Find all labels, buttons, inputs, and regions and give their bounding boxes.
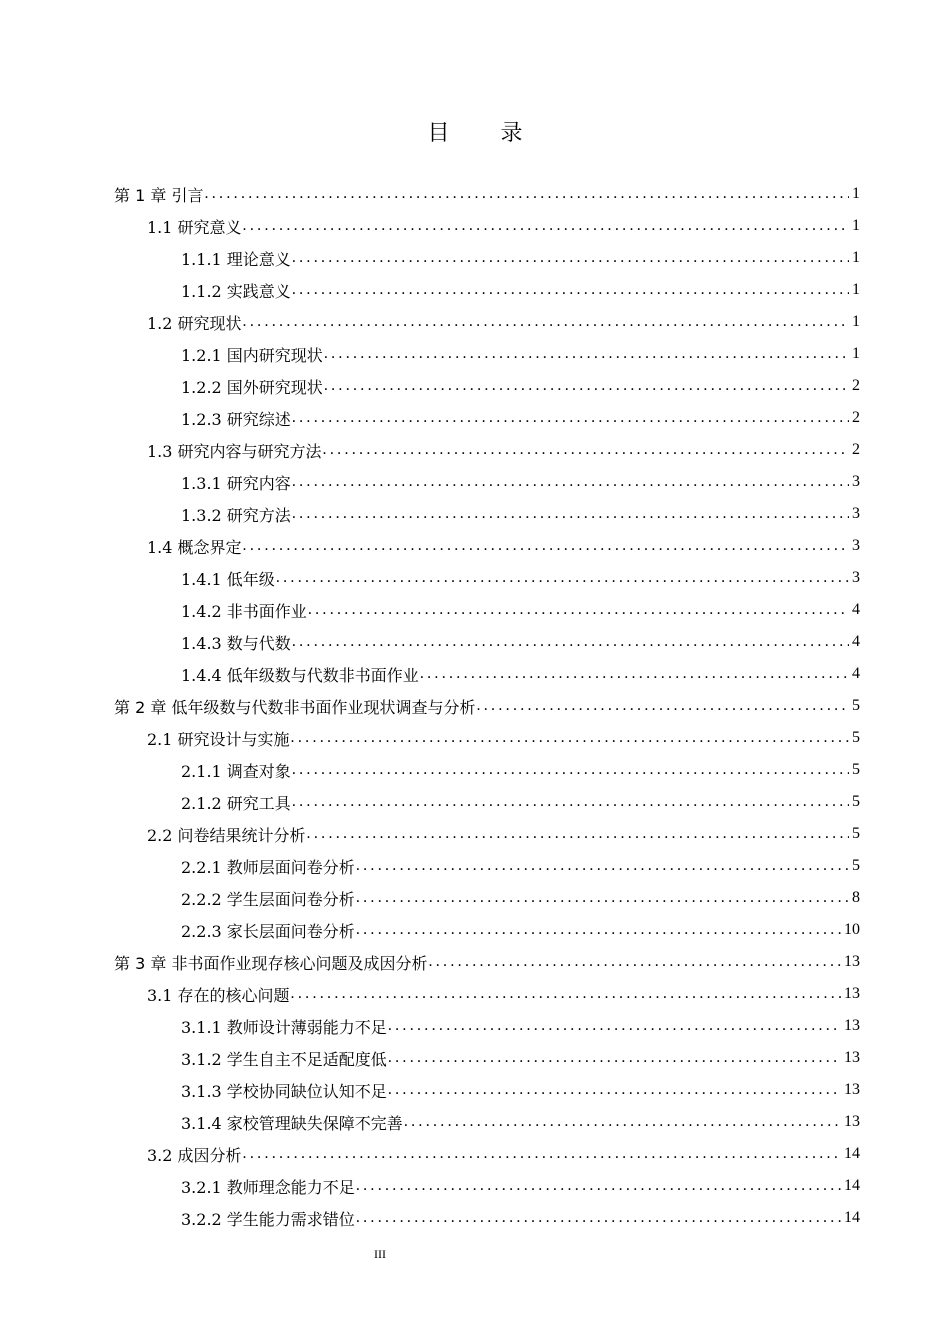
toc-dot-leader xyxy=(243,313,849,331)
toc-entry-page: 2 xyxy=(852,377,860,394)
toc-entry-label: 1.4.1 低年级 xyxy=(181,569,275,589)
toc-entry-label: 3.2 成因分析 xyxy=(147,1145,242,1165)
toc-entry-page: 13 xyxy=(844,953,860,970)
toc-entry[interactable] xyxy=(0,1010,950,1042)
toc-entry[interactable] xyxy=(0,722,950,754)
toc-dot-leader xyxy=(204,185,849,203)
toc-entry-page: 3 xyxy=(852,473,860,490)
page-number: III xyxy=(374,1247,386,1261)
toc-entry[interactable] xyxy=(0,946,950,978)
toc-entry-label: 1.4.4 低年级数与代数非书面作业 xyxy=(181,665,419,685)
toc-entry-label: 1.1.2 实践意义 xyxy=(181,281,291,301)
toc-entry[interactable] xyxy=(0,1074,950,1106)
toc-entry[interactable] xyxy=(0,1170,950,1202)
toc-entry-page: 2 xyxy=(852,441,860,458)
toc-entry-page: 1 xyxy=(852,217,860,234)
toc-entry[interactable] xyxy=(0,338,950,370)
toc-entry[interactable] xyxy=(0,914,950,946)
toc-entry-label: 1.4.2 非书面作业 xyxy=(181,601,307,621)
toc-entry-label: 1.3.2 研究方法 xyxy=(181,505,291,525)
toc-entry-page: 5 xyxy=(852,761,860,778)
toc-dot-leader xyxy=(356,1209,841,1227)
toc-entry[interactable] xyxy=(0,882,950,914)
toc-entry-page: 8 xyxy=(852,889,860,906)
toc-dot-leader xyxy=(292,793,849,811)
toc-entry[interactable] xyxy=(0,402,950,434)
toc-entry-page: 3 xyxy=(852,569,860,586)
toc-dot-leader xyxy=(356,921,841,939)
toc-entry[interactable] xyxy=(0,786,950,818)
toc-entry[interactable] xyxy=(0,594,950,626)
toc-entry-label: 第 2 章 低年级数与代数非书面作业现状调查与分析 xyxy=(114,697,476,717)
toc-entry[interactable] xyxy=(0,210,950,242)
toc-entry-label: 2.1.2 研究工具 xyxy=(181,793,291,813)
toc-dot-leader xyxy=(388,1017,841,1035)
toc-entry[interactable] xyxy=(0,370,950,402)
toc-entry-label: 2.2.2 学生层面问卷分析 xyxy=(181,889,355,909)
toc-entry-page: 1 xyxy=(852,281,860,298)
toc-entry-page: 1 xyxy=(852,345,860,362)
toc-entry-label: 2.2 问卷结果统计分析 xyxy=(147,825,306,845)
toc-entry-label: 3.1.1 教师设计薄弱能力不足 xyxy=(181,1017,387,1037)
toc-entry[interactable] xyxy=(0,1106,950,1138)
toc-entry-label: 1.2.2 国外研究现状 xyxy=(181,377,323,397)
toc-entry-label: 3.1 存在的核心问题 xyxy=(147,985,290,1005)
toc-dot-leader xyxy=(292,281,849,299)
toc-entry-page: 14 xyxy=(844,1145,860,1162)
toc-entry-page: 5 xyxy=(852,857,860,874)
toc-entry-page: 13 xyxy=(844,1081,860,1098)
toc-entry[interactable] xyxy=(0,626,950,658)
toc-entry-page: 4 xyxy=(852,633,860,650)
toc-dot-leader xyxy=(243,217,849,235)
toc-dot-leader xyxy=(356,889,849,907)
toc-entry-label: 3.2.2 学生能力需求错位 xyxy=(181,1209,355,1229)
toc-entry-page: 13 xyxy=(844,985,860,1002)
toc-dot-leader xyxy=(476,697,849,715)
toc-dot-leader xyxy=(292,505,849,523)
toc-dot-leader xyxy=(356,1177,841,1195)
toc-dot-leader xyxy=(292,409,849,427)
toc-entry-label: 1.1 研究意义 xyxy=(147,217,242,237)
toc-dot-leader xyxy=(307,825,849,843)
toc-entry-label: 2.2.3 家长层面问卷分析 xyxy=(181,921,355,941)
toc-entry-page: 5 xyxy=(852,825,860,842)
toc-entry-label: 1.2 研究现状 xyxy=(147,313,242,333)
toc-entry-page: 10 xyxy=(844,921,860,938)
toc-dot-leader xyxy=(292,249,849,267)
toc-entry-page: 13 xyxy=(844,1017,860,1034)
toc-entry[interactable] xyxy=(0,658,950,690)
toc-entry[interactable] xyxy=(0,306,950,338)
toc-entry-page: 5 xyxy=(852,729,860,746)
toc-entry-label: 1.4.3 数与代数 xyxy=(181,633,291,653)
toc-dot-leader xyxy=(324,345,849,363)
toc-entry-label: 1.2.3 研究综述 xyxy=(181,409,291,429)
toc-entry[interactable] xyxy=(0,754,950,786)
toc-entry[interactable] xyxy=(0,242,950,274)
toc-entry-page: 13 xyxy=(844,1113,860,1130)
toc-entry[interactable] xyxy=(0,1138,950,1170)
toc-dot-leader xyxy=(324,377,849,395)
toc-entry[interactable] xyxy=(0,530,950,562)
toc-dot-leader xyxy=(276,569,849,587)
toc-entry-page: 5 xyxy=(852,793,860,810)
toc-entry[interactable] xyxy=(0,1042,950,1074)
toc-entry-page: 1 xyxy=(852,313,860,330)
toc-dot-leader xyxy=(291,729,849,747)
page-title: 目 录 xyxy=(427,121,545,146)
toc-entry-label: 1.3.1 研究内容 xyxy=(181,473,291,493)
toc-entry-label: 3.2.1 教师理念能力不足 xyxy=(181,1177,355,1197)
toc-entry-label: 1.4 概念界定 xyxy=(147,537,242,557)
toc-dot-leader xyxy=(243,537,849,555)
toc-entry[interactable] xyxy=(0,978,950,1010)
toc-entry-page: 3 xyxy=(852,505,860,522)
toc-dot-leader xyxy=(292,761,849,779)
toc-entry-label: 3.1.4 家校管理缺失保障不完善 xyxy=(181,1113,403,1133)
toc-entry-label: 2.1 研究设计与实施 xyxy=(147,729,290,749)
toc-dot-leader xyxy=(292,633,849,651)
toc-entry-page: 14 xyxy=(844,1209,860,1226)
toc-entry[interactable] xyxy=(0,818,950,850)
toc-entry-page: 2 xyxy=(852,409,860,426)
toc-dot-leader xyxy=(428,953,841,971)
toc-entry[interactable] xyxy=(0,178,950,210)
toc-entry-page: 3 xyxy=(852,537,860,554)
toc-entry[interactable] xyxy=(0,562,950,594)
toc-entry[interactable] xyxy=(0,434,950,466)
toc-dot-leader xyxy=(243,1145,841,1163)
toc-entry-page: 1 xyxy=(852,185,860,202)
toc-entry-label: 3.1.2 学生自主不足适配度低 xyxy=(181,1049,387,1069)
toc-entry-page: 4 xyxy=(852,601,860,618)
toc-dot-leader xyxy=(356,857,849,875)
toc-dot-leader xyxy=(388,1081,841,1099)
toc-entry-label: 2.2.1 教师层面问卷分析 xyxy=(181,857,355,877)
toc-entry-label: 第 1 章 引言 xyxy=(114,185,204,205)
toc-dot-leader xyxy=(388,1049,841,1067)
toc-dot-leader xyxy=(323,441,849,459)
toc-dot-leader xyxy=(404,1113,841,1131)
toc-entry[interactable] xyxy=(0,850,950,882)
toc-entry-label: 2.1.1 调查对象 xyxy=(181,761,291,781)
toc-entry[interactable] xyxy=(0,1202,950,1234)
toc-entry-page: 14 xyxy=(844,1177,860,1194)
toc-entry-page: 13 xyxy=(844,1049,860,1066)
toc-entry-label: 第 3 章 非书面作业现存核心问题及成因分析 xyxy=(114,953,428,973)
toc-entry-page: 4 xyxy=(852,665,860,682)
toc-entry-label: 1.3 研究内容与研究方法 xyxy=(147,441,322,461)
toc-entry-label: 1.2.1 国内研究现状 xyxy=(181,345,323,365)
toc-entry[interactable] xyxy=(0,498,950,530)
toc-entry[interactable] xyxy=(0,466,950,498)
toc-entry-label: 3.1.3 学校协同缺位认知不足 xyxy=(181,1081,387,1101)
toc-entry[interactable] xyxy=(0,690,950,722)
toc-entry-label: 1.1.1 理论意义 xyxy=(181,249,291,269)
toc-entry-page: 5 xyxy=(852,697,860,714)
toc-entry-page: 1 xyxy=(852,249,860,266)
toc-entry[interactable] xyxy=(0,274,950,306)
table-of-contents xyxy=(0,178,950,1234)
toc-dot-leader xyxy=(420,665,849,683)
toc-dot-leader xyxy=(292,473,849,491)
toc-dot-leader xyxy=(308,601,849,619)
toc-dot-leader xyxy=(291,985,841,1003)
